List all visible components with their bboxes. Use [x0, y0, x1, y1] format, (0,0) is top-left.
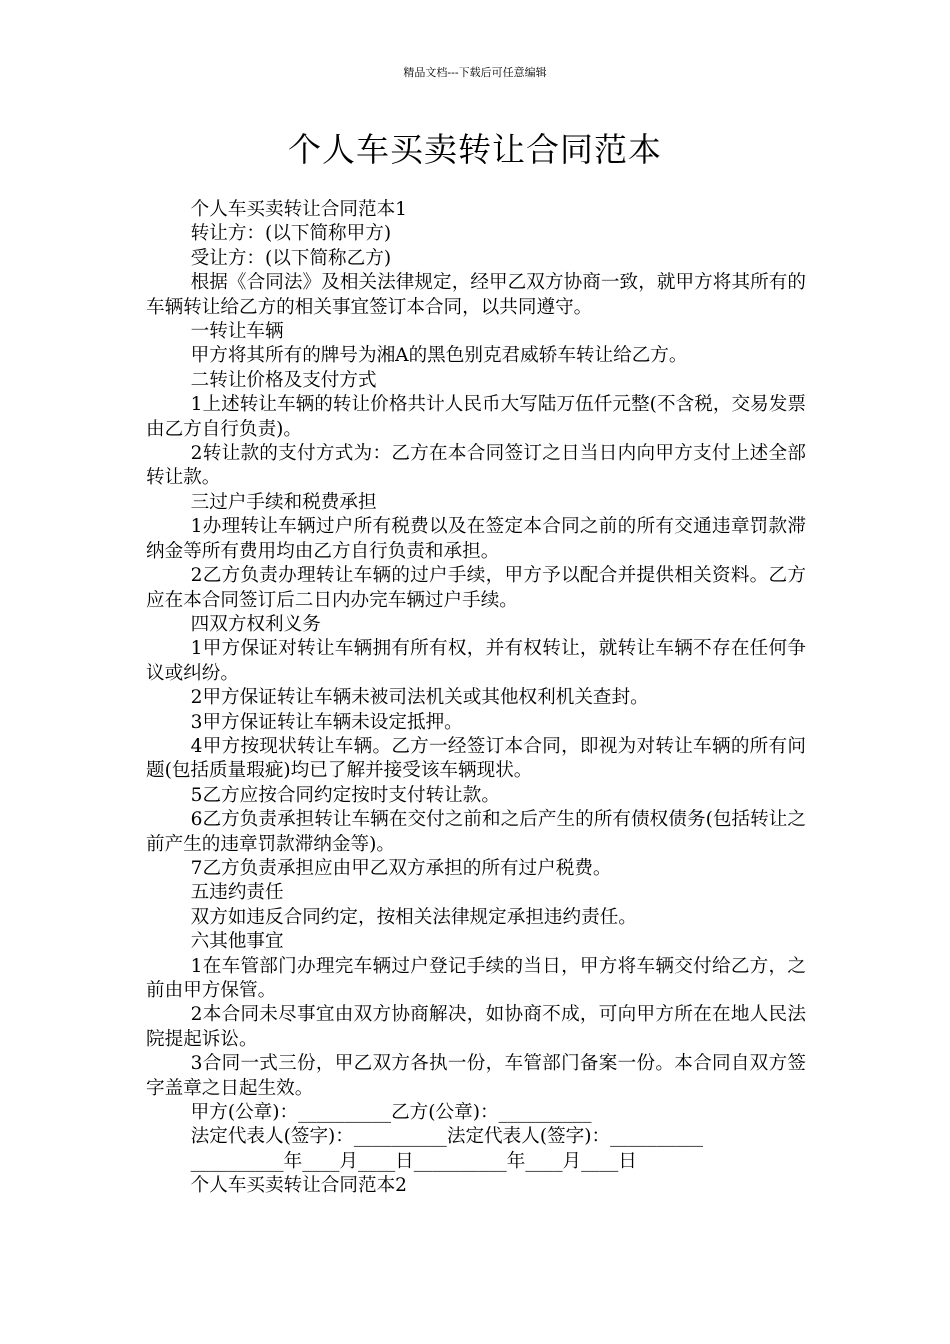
clause-heading: 五违约责任: [190, 882, 284, 904]
section-heading: 个人车买卖转让合同范本2: [190, 1175, 407, 1197]
clause-heading: 二转让价格及支付方式: [190, 369, 377, 391]
clause-paragraph: 6乙方负责承担转让车辆在交付之前和之后产生的所有债权债务(包括转让之前产生的违章罚款滞纳金等)。: [146, 809, 806, 855]
clause-paragraph: 2本合同未尽事宜由双方协商解决，如协商不成，可向甲方所在在地人民法院提起诉讼。: [146, 1004, 806, 1050]
header-note: 精品文档---下载后可任意编辑: [403, 66, 547, 79]
clause-paragraph: 1上述转让车辆的转让价格共计人民币大写陆万伍仟元整(不含税，交易发票由乙方自行负责)。: [146, 394, 806, 440]
date-line: __________年____月____日__________年____月____日: [190, 1150, 637, 1172]
clause-paragraph: 1甲方保证对转让车辆拥有所有权，并有权转让，就转让车辆不存在任何争议或纠纷。: [146, 638, 806, 684]
clause-paragraph: 2转让款的支付方式为：乙方在本合同签订之日当日内向甲方支付上述全部转让款。: [146, 443, 806, 489]
clause-paragraph: 4甲方按现状转让车辆。乙方一经签订本合同，即视为对转让车辆的所有问题(包括质量瑕疵)均已了解并接受该车辆现状。: [146, 735, 806, 782]
signature-line: 法定代表人(签字)：__________法定代表人(签字)：__________: [190, 1126, 704, 1148]
clause-paragraph: 1在车管部门办理完车辆过户登记手续的当日，甲方将车辆交付给乙方，之前由甲方保管。: [146, 955, 806, 1001]
clause-heading: 三过户手续和税费承担: [190, 491, 377, 513]
clause-paragraph: 3合同一式三份，甲乙双方各执一份，车管部门备案一份。本合同自双方签字盖章之日起生效。: [146, 1053, 806, 1099]
seal-line: 甲方(公章)：__________乙方(公章)：__________: [190, 1102, 592, 1124]
contract-body: [146, 198, 806, 1199]
clause-heading: 一转让车辆: [190, 321, 284, 343]
clause-paragraph: 甲方将其所有的牌号为湘A的黑色别克君威轿车转让给乙方。: [190, 345, 688, 367]
clause-paragraph: 1办理转让车辆过户所有税费以及在签定本合同之前的所有交通违章罚款滞纳金等所有费用均由乙方自行负责和承担。: [146, 516, 806, 562]
clause-paragraph: 2甲方保证转让车辆未被司法机关或其他权利机关查封。: [190, 687, 649, 709]
transferor-line: 转让方：(以下简称甲方): [190, 223, 392, 245]
clause-paragraph: 双方如违反合同约定，按相关法律规定承担违约责任。: [190, 906, 637, 928]
section-heading: 个人车买卖转让合同范本1: [190, 199, 407, 220]
transferee-line: 受让方：(以下简称乙方): [190, 247, 392, 269]
clause-heading: 四双方权利义务: [190, 613, 321, 635]
document-title: 个人车买卖转让合同范本: [288, 130, 662, 169]
preamble-paragraph: 根据《合同法》及相关法律规定，经甲乙双方协商一致，就甲方将其所有的车辆转让给乙方的相关事宜签订本合同，以共同遵守。: [146, 272, 806, 318]
clause-paragraph: 5乙方应按合同约定按时支付转让款。: [190, 784, 500, 806]
clause-paragraph: 7乙方负责承担应由甲乙双方承担的所有过户税费。: [190, 857, 612, 879]
clause-paragraph: 2乙方负责办理转让车辆的过户手续，甲方予以配合并提供相关资料。乙方应在本合同签订后二日内办完车辆过户手续。: [146, 565, 806, 611]
clause-paragraph: 3甲方保证转让车辆未设定抵押。: [190, 711, 463, 733]
clause-heading: 六其他事宜: [190, 931, 284, 953]
